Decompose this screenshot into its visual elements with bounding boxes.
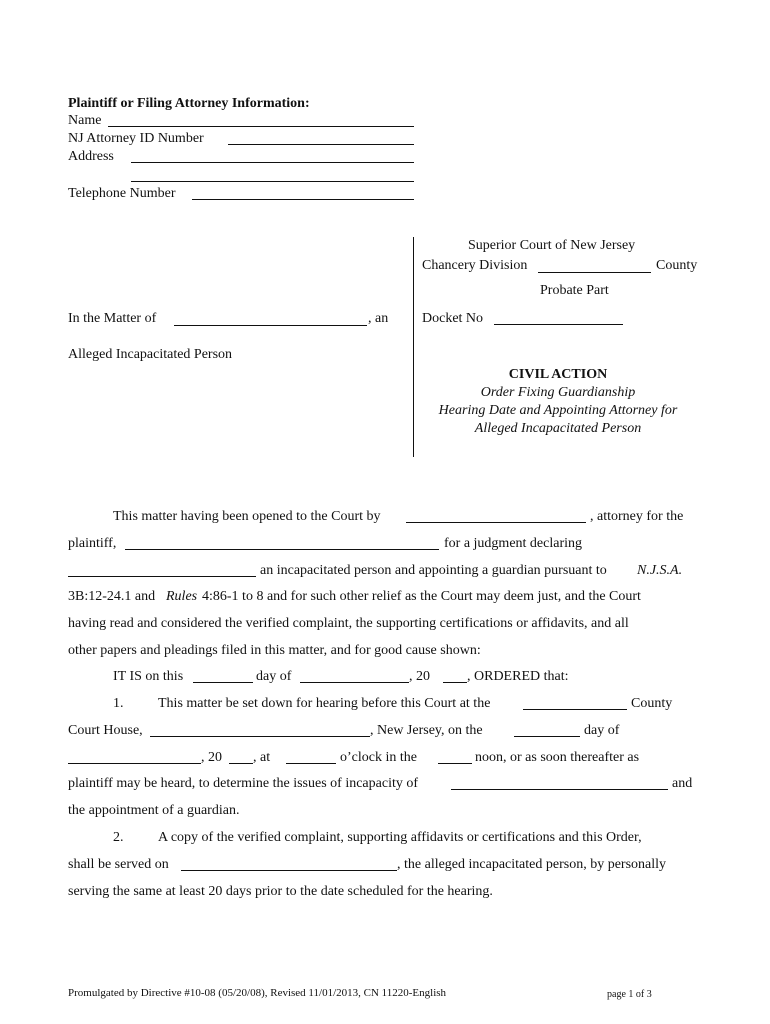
order-day-field[interactable]	[193, 682, 253, 683]
matter-prefix: In the Matter of	[68, 311, 157, 326]
alleged-incapacitated-person: Alleged Incapacitated Person	[68, 347, 233, 362]
body-line3-njsa: N.J.S.A.	[637, 563, 683, 578]
order-title-line3: Alleged Incapacitated Person	[474, 421, 642, 436]
hearing-time-field[interactable]	[286, 763, 336, 764]
noon-field[interactable]	[438, 763, 472, 764]
name-field[interactable]	[108, 126, 414, 127]
chancery-division-label: Chancery Division	[422, 258, 528, 273]
county-field[interactable]	[538, 272, 651, 273]
item1-line4-a: plaintiff may be heard, to determine the issues of incapacity of	[68, 776, 419, 791]
item1-line3-b: , at	[253, 750, 271, 765]
civil-action-title: CIVIL ACTION	[508, 367, 608, 382]
telephone-label: Telephone Number	[68, 186, 176, 201]
hearing-year-field[interactable]	[229, 763, 253, 764]
body-line4-b: 4:86-1 to 8 and for such other relief as the Court may deem just, and the Court	[202, 589, 641, 604]
attorney-info-heading: Plaintiff or Filing Attorney Information:	[68, 96, 310, 111]
order-title-line2: Hearing Date and Appointing Attorney for	[438, 403, 678, 418]
incapacity-of-field[interactable]	[451, 789, 668, 790]
matter-suffix: , an	[368, 311, 389, 326]
docket-field[interactable]	[494, 324, 623, 325]
item2-line2-a: shall be served on	[68, 857, 169, 872]
body-line2-a: plaintiff,	[68, 536, 117, 551]
body-line7-d: , ORDERED that:	[467, 669, 569, 684]
item2-line3: serving the same at least 20 days prior to the date scheduled for the hearing.	[68, 884, 493, 899]
caption-divider	[413, 237, 414, 457]
attorney-id-field[interactable]	[228, 144, 414, 145]
attorney-name-field[interactable]	[406, 522, 586, 523]
incapacitated-person-field[interactable]	[68, 576, 256, 577]
body-line7-b: day of	[256, 669, 292, 684]
item1-line4-b: and	[672, 776, 693, 791]
probate-part: Probate Part	[540, 283, 609, 298]
item1-line3-d: noon, or as soon thereafter as	[475, 750, 640, 765]
item2-number: 2.	[113, 830, 124, 845]
order-month-field[interactable]	[300, 682, 409, 683]
docket-label: Docket No	[422, 311, 484, 326]
footer-page-number: page 1 of 3	[607, 989, 652, 1000]
name-label: Name	[68, 113, 102, 128]
item1-line2-b: , New Jersey, on the	[370, 723, 483, 738]
hearing-month-field[interactable]	[68, 763, 201, 764]
item1-line5: the appointment of a guardian.	[68, 803, 240, 818]
telephone-field[interactable]	[192, 199, 414, 200]
hearing-county-field[interactable]	[523, 709, 627, 710]
order-title-line1: Order Fixing Guardianship	[480, 385, 636, 400]
court-name: Superior Court of New Jersey	[468, 238, 636, 253]
item1-line1-b: County	[631, 696, 673, 711]
body-line7-a: IT IS on this	[113, 669, 184, 684]
address-field-line1[interactable]	[131, 162, 414, 163]
body-line3-a: an incapacitated person and appointing a guardian pursuant to	[260, 563, 607, 578]
body-line6: other papers and pleadings filed in this matter, and for good cause shown:	[68, 643, 481, 658]
item2-line2-b: , the alleged incapacitated person, by personally	[397, 857, 667, 872]
address-field-line2[interactable]	[131, 181, 414, 182]
item1-line3-a: , 20	[201, 750, 222, 765]
matter-name-field[interactable]	[174, 325, 367, 326]
item1-line1-a: This matter be set down for hearing before this Court at the	[158, 696, 491, 711]
body-line1-b: , attorney for the	[590, 509, 684, 524]
item1-line2-c: day of	[584, 723, 620, 738]
plaintiff-name-field[interactable]	[125, 549, 439, 550]
body-line4-rules: Rules	[166, 589, 198, 604]
address-label: Address	[68, 149, 114, 164]
footer-promulgated: Promulgated by Directive #10-08 (05/20/08), Revised 11/01/2013, CN 11220-English	[68, 987, 447, 999]
county-label: County	[656, 258, 698, 273]
order-year-field[interactable]	[443, 682, 467, 683]
body-line1-a: This matter having been opened to the Court by	[113, 509, 381, 524]
attorney-id-label: NJ Attorney ID Number	[68, 131, 204, 146]
served-on-field[interactable]	[181, 870, 397, 871]
item2-line1: A copy of the verified complaint, supporting affidavits or certifications and this Order,	[158, 830, 642, 845]
body-line2-b: for a judgment declaring	[444, 536, 583, 551]
body-line7-c: , 20	[409, 669, 430, 684]
body-line5: having read and considered the verified complaint, the supporting certifications or affidavits, and all	[68, 616, 629, 631]
court-house-field[interactable]	[150, 736, 370, 737]
item1-line3-c: o’clock in the	[340, 750, 417, 765]
hearing-day-field[interactable]	[514, 736, 580, 737]
item1-line2-a: Court House,	[68, 723, 143, 738]
body-line4-a: 3B:12-24.1 and	[68, 589, 156, 604]
item1-number: 1.	[113, 696, 124, 711]
